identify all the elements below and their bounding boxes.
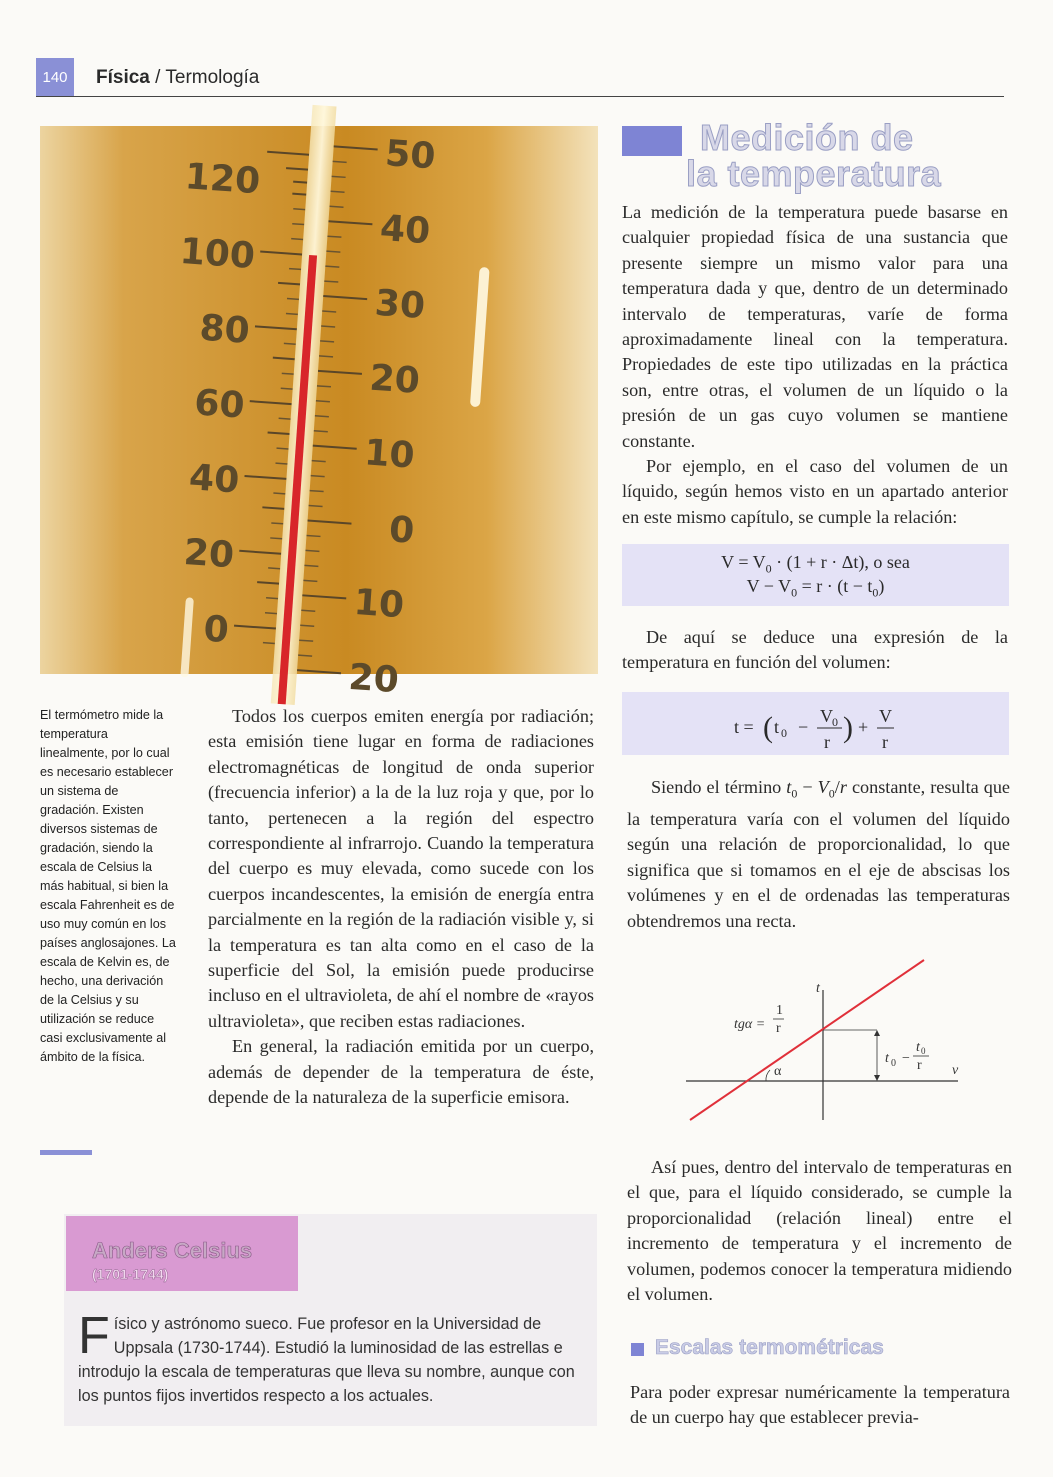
paragraph: Todos los cuerpos emiten energía por radiación; esta emisión tiene lugar en forma de radiaciones electromagnéticas de longitud de onda superior (frecuencia inferior) a la de la luz roja y que, por lo tanto, pertenecen a la región del espectro correspondiente al infrarrojo. Cuando la temperatura del cuerpo es muy elevada, como sucede con los cuerpos incandescentes, la emisión de energía entra parcialmente en la región de la radiación visible y, si la temperatura es tan alta como en el caso de la superficie del Sol, la emisión puede producirse incluso en el ultravioleta, de ahí el nombre de «rayos ultravioleta», que reciben estas radiaciones. [208, 706, 594, 1031]
right-column-mid [622, 625, 1008, 676]
t-axis-label: t [816, 981, 820, 996]
intercept-frac-num: t [916, 1040, 920, 1055]
svg-text:0: 0 [781, 726, 787, 740]
scale-left-120: 120 [183, 156, 262, 203]
formula-line-2: $V - V_0 = r \cdot (t - t_0)$ [746, 576, 885, 600]
intercept-t: t [885, 1051, 889, 1066]
scale-right-20: 20 [368, 357, 422, 402]
svg-text:0: 0 [832, 715, 838, 729]
header-separator: / [149, 67, 166, 88]
running-header [96, 67, 259, 89]
graph-svg [680, 950, 980, 1140]
formula-box-temperature [622, 692, 1009, 755]
right-column-top [622, 200, 1008, 530]
svg-text:(: ( [763, 711, 773, 744]
scale-right-minus20: 20 [347, 656, 401, 702]
temperature-formula [622, 692, 1009, 755]
scale-right-minus10: 10 [352, 581, 406, 627]
slope-num: 1 [776, 1003, 783, 1018]
svg-text:r: r [824, 732, 830, 752]
scale-left-0: 0 [202, 608, 231, 652]
scale-left-80: 80 [198, 307, 252, 352]
header-topic: Termología [165, 67, 260, 88]
tg-label: tgα = [734, 1017, 766, 1032]
svg-text:t =: t = [734, 717, 754, 737]
paragraph: De aquí se deduce una expresión de la temperatura en función del volumen: [622, 627, 1008, 673]
middle-column [208, 704, 594, 1111]
thermometer-photo [40, 126, 598, 702]
svg-text:V: V [879, 706, 892, 726]
header-divider [36, 96, 1004, 97]
section-title [686, 117, 942, 194]
svg-text:−: − [798, 717, 809, 737]
slope-den: r [776, 1021, 781, 1036]
subsection-title: Escalas termométricas [655, 1336, 884, 1359]
scale-left-20: 20 [182, 531, 236, 577]
biography-name: Anders Celsius [92, 1238, 253, 1263]
section-accent-block [622, 126, 682, 156]
paragraph: La medición de la temperatura puede basarse en cualquier propiedad física de una sustancia que presente siempre un mismo valor para una temperatura dada y que, dentro de un determinado intervalo de temperaturas, varíe de forma aproximadamente lineal con la temperatura. Propiedades de este tipo utilizadas en la práctica son, entre otras, el volumen de un líquido o la presión de un gas cuyo volumen se mantiene constante. [622, 202, 1008, 451]
scale-right-0: 0 [387, 509, 416, 552]
svg-text:): ) [843, 711, 853, 744]
subsection-bullet [631, 1343, 644, 1356]
formula-line-1: $V = V_0 \cdot (1 + r \cdot \Delta t)$, o sea [721, 552, 910, 576]
svg-text:−: − [902, 1051, 910, 1066]
scale-right-40: 40 [378, 207, 432, 253]
svg-text:t: t [774, 717, 780, 737]
paragraph: Así pues, dentro del intervalo de temperaturas en el que, para el líquido considerado, se cumple la proporcionalidad (relación lineal) entre el incremento de temperatura y el incremento de volumen, podemos conocer la temperatura midiendo el volumen. [627, 1157, 1012, 1305]
biography-dates: (1701-1744) [92, 1266, 169, 1282]
intercept-frac-sub: 0 [921, 1046, 926, 1056]
svg-text:V: V [820, 706, 833, 726]
section-title-line1: Medición de [700, 117, 914, 158]
formula-box-volume [622, 544, 1009, 606]
right-column-bottom [630, 1380, 1010, 1431]
intercept-frac-den: r [917, 1058, 922, 1073]
scale-left-100: 100 [178, 230, 257, 278]
biography-body: ísico y astrónomo sueco. Fue profesor en la Universidad de Uppsala (1730-1744). Estudió la luminosidad de las estrellas e introdujo la escala de temperaturas que lleva su nombre, aunque con los puntos fijos invertidos respecto a los actuales. [78, 1315, 575, 1405]
scale-left-40: 40 [187, 457, 241, 502]
linear-graph [680, 950, 980, 1140]
right-column-lower [627, 775, 1010, 934]
paragraph: Por ejemplo, en el caso del volumen de un líquido, según hemos visto en un apartado anterior en este mismo capítulo, se cumple la relación: [622, 456, 1008, 527]
page-number: 140 [36, 58, 74, 96]
section-title-line2: la temperatura [686, 153, 942, 194]
paragraph: Siendo el término $t_0 - V_0/r$ constante, resulta que la temperatura varía con el volumen del líquido según una relación de proporcionalidad, lo que significa que si tomamos en el eje de abscisas los volúmenes y en el de ordenadas las temperaturas obtendremos una recta. [627, 777, 1010, 931]
scale-right-30: 30 [373, 282, 427, 328]
biography-text [78, 1307, 580, 1408]
drop-cap: F [78, 1307, 110, 1365]
paragraph: En general, la radiación emitida por un cuerpo, además de depender de la temperatura de éste, depende de la naturaleza de la superficie emisora. [208, 1036, 594, 1108]
scale-right-10: 10 [362, 432, 416, 477]
intercept-sub: 0 [891, 1058, 896, 1069]
scale-left-60: 60 [192, 382, 246, 427]
alpha-label: α [774, 1064, 782, 1079]
thermometer-illustration [40, 126, 598, 702]
right-column-conclusion [627, 1155, 1012, 1307]
svg-text:+: + [858, 717, 869, 737]
v-axis-label: v [952, 1063, 959, 1078]
red-line [690, 960, 924, 1120]
photo-caption: El termómetro mide la temperatura linealmente, por lo cual es necesario establecer un sistema de gradación. Existen diversos sistemas de gradación, siendo la escala de Celsius la más habitual, si bien la escala Fahrenheit es de uso muy común en los países anglosajones. La escala de Kelvin es, de hecho, una derivación de la Celsius y su utilización se reduce casi exclusivamente al ámbito de la física. [40, 708, 176, 1064]
scale-right-50: 50 [383, 133, 437, 178]
header-subject: Física [96, 67, 150, 88]
svg-text:r: r [882, 732, 888, 752]
caption-accent-bar [40, 1150, 92, 1155]
paragraph: Para poder expresar numéricamente la temperatura de un cuerpo hay que establecer previa- [630, 1382, 1010, 1428]
